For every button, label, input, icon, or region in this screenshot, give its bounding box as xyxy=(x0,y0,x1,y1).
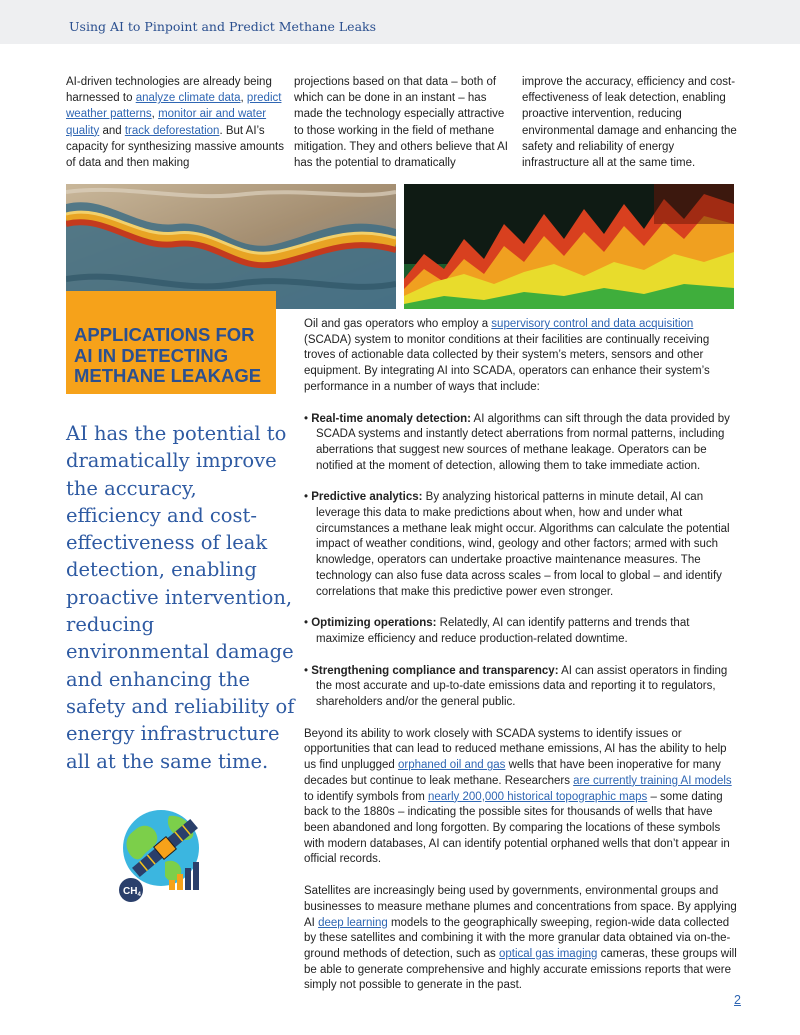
main-column xyxy=(304,317,740,1010)
section-header-box xyxy=(66,291,276,394)
paragraph-text: models to the geographically sweeping, region-wide data collected by these satellites and combining it with the more granular data obtained via on-the-ground methods of detection, such as xyxy=(304,916,731,960)
paragraph-text: (SCADA) system to monitor conditions at their facilities are continually receiving troves of actionable data collected by their system’s meters, sensors and other equipment. By integrating AI into SCADA, operators can enhance their system’s performance in a number of ways that include: xyxy=(304,333,710,393)
bullet-item: • Strengthening compliance and transparency: AI can assist operators in finding the most accurate and up-to-date emissions data and reporting it to regulators, shareholders and/or the general public. xyxy=(304,664,728,709)
bullet-text: AI algorithms can sift through the data provided by SCADA systems and instantly detect aberrations from normal patterns, including aberrations that suggest new sources of methane leakage. Operators can be notified at the moment of detection, allowing them to take immediate action. xyxy=(316,412,730,472)
paragraph-text: – some dating back to the 1880s – indicating the possible sites for thousands of wells that have been abandoned and long forgotten. By comparing the locations of these symbols with modern databases, AI can identify potential orphaned wells that don’t appear in official records. xyxy=(304,790,730,866)
bullet-item: • Optimizing operations: Relatedly, AI can identify patterns and trends that maximize efficiency and reduce production-related downtime. xyxy=(304,617,690,645)
link-scada[interactable]: supervisory control and data acquisition xyxy=(491,318,694,330)
bullet-text: AI can assist operators in finding the most accurate and up-to-date emissions data and reporting it to regulators, shareholders and/or the general public. xyxy=(316,664,728,709)
intro-column-1 xyxy=(66,74,286,171)
link-monitor-air-water-quality[interactable]: monitor air and water quality xyxy=(66,108,267,137)
pull-quote: AI has the potential to dramatically improve the accuracy, efficiency and cost-effectiveness of leak detection, enabling proactive intervention, reducing environmental damage and enhancing the safety and reliability of energy infrastructure all at the same time. xyxy=(66,422,295,773)
ch4-subscript: 4 xyxy=(137,892,141,898)
section-title: APPLICATIONS FOR AI IN DETECTING METHANE LEAKAGE xyxy=(74,324,262,386)
intro-text: , xyxy=(240,92,247,105)
paragraph-text: Oil and gas operators who employ a xyxy=(304,318,492,330)
bullet-item: • Real-time anomaly detection: AI algorithms can sift through the data provided by SCADA systems and instantly detect aberrations from normal patterns, including aberrations that suggest new sources of methane leakage. Operators can be notified at the moment of detection, allowing them to take immediate action. xyxy=(304,412,730,472)
paragraph-orphaned-wells xyxy=(304,727,740,868)
intro-text: and xyxy=(99,124,125,137)
link-orphaned-oil-gas[interactable]: orphaned oil and gas xyxy=(398,759,506,772)
intro-text: , xyxy=(151,108,159,121)
bullet-title: Strengthening compliance and transparency: xyxy=(311,664,559,677)
page-number[interactable]: 2 xyxy=(734,993,741,1007)
bullet-text: Relatedly, AI can identify patterns and trends that maximize efficiency and reduce production-related downtime. xyxy=(316,617,690,645)
link-deep-learning[interactable]: deep learning xyxy=(318,916,388,929)
bullet-item: • Predictive analytics: By analyzing historical patterns in minute detail, AI can leverage this data to make predictions about when, how and under what circumstances a methane leak might occur. Algorithms can calculate the potential impact of weather conditions, wind, geology and other factors; armed with such knowledge, operators can undertake proactive maintenance measures. The technology can also fuse data across scales – from local to global – and identify correlations that make this predictive power even stronger. xyxy=(304,491,730,598)
heatmap-image xyxy=(404,184,734,309)
satellite-earth-icon xyxy=(113,800,213,905)
intro-text: . But AI’s capacity for synthesizing massive amounts of data and then making xyxy=(66,124,284,170)
paragraph-text: to identify symbols from xyxy=(304,790,428,803)
intro-text: AI-driven technologies are already being harnessed to xyxy=(66,76,272,105)
paragraph-text: Beyond its ability to work closely with SCADA systems to identify issues or opportunities that can lead to reduced methane emissions, AI has the ability to help us find unplugged xyxy=(304,727,727,772)
bullet-text: By analyzing historical patterns in minute detail, AI can leverage this data to make predictions about when, how and under what circumstances a methane leak might occur. Algorithms can calculate the potential impact of weather conditions, wind, geology and other factors; armed with such knowledge, operators can undertake proactive maintenance measures. The technology can also fuse data across scales – from local to global – and identify correlations that make this predictive power even stronger. xyxy=(316,491,730,598)
link-training-ai-models[interactable]: are currently training AI models xyxy=(573,774,732,787)
link-topographic-maps[interactable]: nearly 200,000 historical topographic maps xyxy=(427,790,648,803)
document-title: Using AI to Pinpoint and Predict Methane Leaks xyxy=(69,19,377,34)
paragraph-text: Satellites are increasingly being used by governments, environmental groups and businesses to measure methane plumes and concentrations from space. By applying AI xyxy=(304,885,737,929)
link-optical-gas-imaging[interactable]: optical gas imaging xyxy=(498,947,598,960)
link-analyze-climate-data[interactable]: analyze climate data xyxy=(135,92,241,105)
bullet-title: Predictive analytics: xyxy=(311,491,423,504)
intro-column-3: improve the accuracy, efficiency and cost-effectiveness of leak detection, enabling proactive intervention, reducing environmental damage and enhancing the safety and reliability of energy infrastructure all at the same time. xyxy=(522,76,737,170)
paragraph-satellites xyxy=(304,884,740,994)
bullet-title: Optimizing operations: xyxy=(311,617,437,630)
link-track-deforestation[interactable]: track deforestation xyxy=(124,124,220,137)
paragraph-text: wells that have been inoperative for many decades but continue to leak methane. Researchers xyxy=(304,759,721,787)
page-header xyxy=(0,0,800,44)
bullet-title: Real-time anomaly detection: xyxy=(311,412,471,425)
link-predict-weather-patterns[interactable]: predict weather patterns xyxy=(66,92,282,121)
intro-column-2: projections based on that data – both of which can be done in an instant – has made the technology especially attractive to those working in the field of methane mitigation. They and others believe that AI has the potential to dramatically xyxy=(294,76,508,170)
ch4-label: CH xyxy=(123,886,138,897)
paragraph-text: cameras, these groups will be able to generate comprehensive and highly accurate emissions reports that were simply not possible to generate in the past. xyxy=(304,947,737,992)
paragraph-scada xyxy=(304,317,740,396)
